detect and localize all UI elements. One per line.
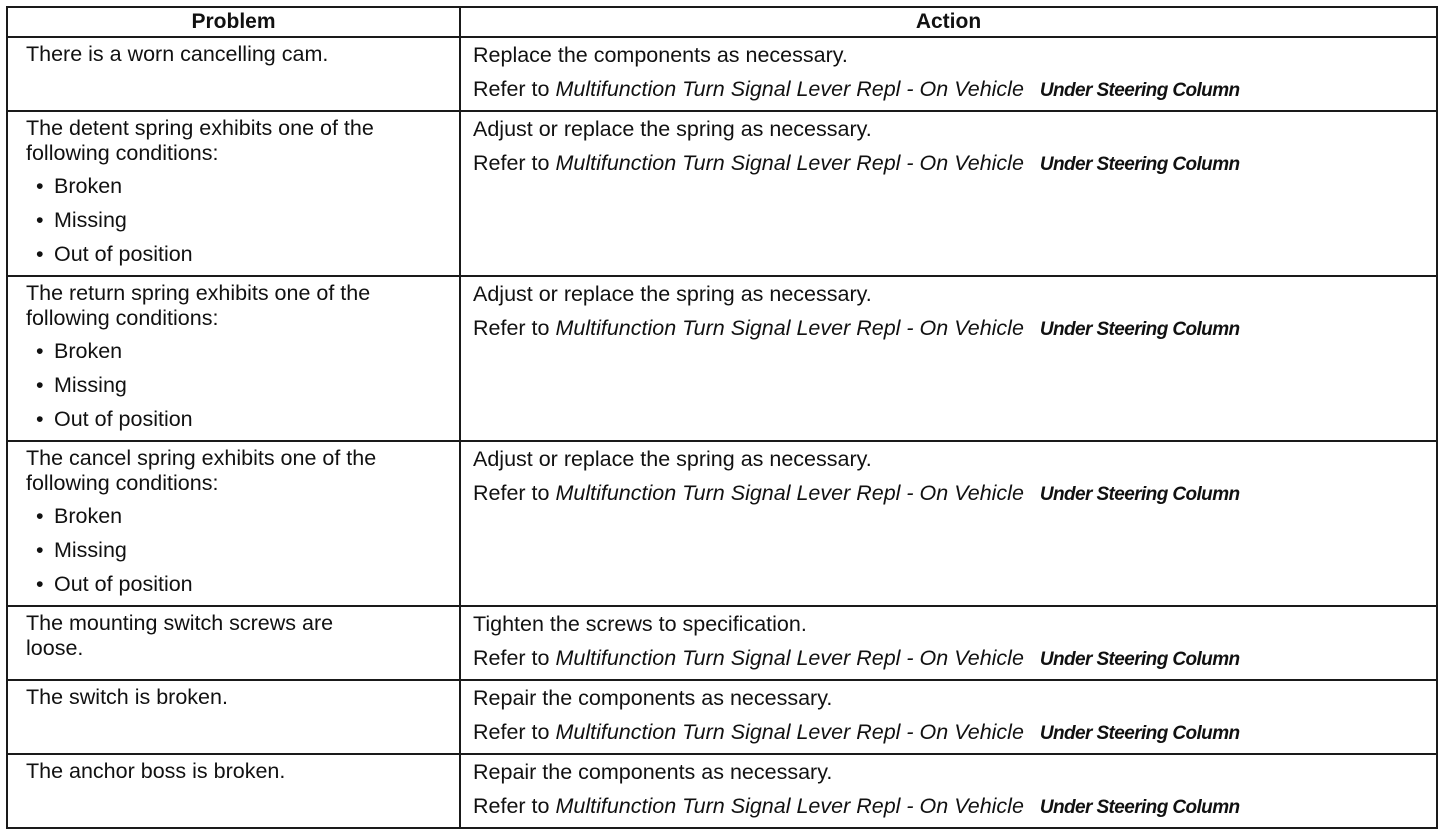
problem-cell: [7, 441, 460, 606]
action-cell: [460, 441, 1437, 606]
list-item: • Out of position: [36, 407, 193, 431]
reference-section: Under Steering Column: [1039, 154, 1240, 175]
bullet-icon: •: [36, 208, 44, 232]
problem-cell: [7, 606, 460, 680]
reference-line: [473, 315, 1426, 349]
header-row: [7, 7, 1437, 37]
problem-cell: [7, 276, 460, 441]
action-text: Adjust or replace the spring as necessary.: [473, 447, 872, 471]
condition-list: [26, 173, 449, 275]
reference-section: Under Steering Column: [1039, 649, 1240, 670]
reference-line: [473, 150, 1426, 184]
reference-link[interactable]: Multifunction Turn Signal Lever Repl - On Vehicle: [555, 151, 1024, 175]
list-item: • Missing: [36, 373, 127, 397]
problem-text: The anchor boss is broken.: [26, 759, 286, 783]
reference-link[interactable]: Multifunction Turn Signal Lever Repl - On Vehicle: [555, 794, 1024, 818]
action-cell: [460, 37, 1437, 111]
reference-section: Under Steering Column: [1039, 319, 1240, 340]
problem-text: The detent spring exhibits one of the following conditions:: [26, 116, 374, 165]
bullet-icon: •: [36, 174, 44, 198]
list-item: • Out of position: [36, 242, 193, 266]
list-item: • Missing: [36, 208, 127, 232]
table-row: [7, 276, 1437, 441]
problem-column-header: Problem: [7, 7, 460, 37]
refer-prefix: Refer to: [473, 794, 550, 818]
problem-text: The switch is broken.: [26, 685, 228, 709]
condition-list: [26, 338, 449, 440]
refer-prefix: Refer to: [473, 316, 550, 340]
action-cell: [460, 606, 1437, 680]
action-cell: [460, 754, 1437, 828]
reference-line: [473, 645, 1426, 679]
action-cell: [460, 276, 1437, 441]
reference-section: Under Steering Column: [1039, 80, 1240, 101]
reference-line: [473, 719, 1426, 753]
problem-cell: [7, 680, 460, 754]
problem-cell: [7, 111, 460, 276]
list-item: • Broken: [36, 339, 123, 363]
action-text: Adjust or replace the spring as necessary.: [473, 117, 872, 141]
problem-cell: [7, 37, 460, 111]
bullet-icon: •: [36, 538, 44, 562]
table-row: [7, 37, 1437, 111]
bullet-icon: •: [36, 339, 44, 363]
refer-prefix: Refer to: [473, 646, 550, 670]
diagnostic-table: [6, 6, 1438, 829]
table-row: [7, 606, 1437, 680]
reference-link[interactable]: Multifunction Turn Signal Lever Repl - On Vehicle: [555, 316, 1024, 340]
reference-link[interactable]: Multifunction Turn Signal Lever Repl - On Vehicle: [555, 646, 1024, 670]
reference-link[interactable]: Multifunction Turn Signal Lever Repl - On Vehicle: [555, 77, 1024, 101]
reference-link[interactable]: Multifunction Turn Signal Lever Repl - On Vehicle: [555, 481, 1024, 505]
table-row: [7, 441, 1437, 606]
list-item: • Broken: [36, 174, 123, 198]
refer-prefix: Refer to: [473, 720, 550, 744]
table-row: [7, 111, 1437, 276]
action-column-header: Action: [460, 7, 1437, 37]
refer-prefix: Refer to: [473, 77, 550, 101]
bullet-icon: •: [36, 407, 44, 431]
list-item: • Missing: [36, 538, 127, 562]
action-cell: [460, 111, 1437, 276]
list-item: • Broken: [36, 504, 123, 528]
action-text: Adjust or replace the spring as necessary.: [473, 282, 872, 306]
refer-prefix: Refer to: [473, 151, 550, 175]
reference-link[interactable]: Multifunction Turn Signal Lever Repl - On Vehicle: [555, 720, 1024, 744]
condition-list: [26, 503, 449, 605]
action-text: Replace the components as necessary.: [473, 43, 848, 67]
action-cell: [460, 680, 1437, 754]
reference-section: Under Steering Column: [1039, 723, 1240, 744]
table-row: [7, 680, 1437, 754]
bullet-icon: •: [36, 572, 44, 596]
problem-text: The mounting switch screws are loose.: [26, 611, 334, 660]
bullet-icon: •: [36, 373, 44, 397]
bullet-icon: •: [36, 504, 44, 528]
problem-text: The cancel spring exhibits one of the following conditions:: [26, 446, 377, 495]
action-text: Repair the components as necessary.: [473, 686, 833, 710]
refer-prefix: Refer to: [473, 481, 550, 505]
reference-section: Under Steering Column: [1039, 484, 1240, 505]
action-text: Tighten the screws to specification.: [473, 612, 807, 636]
reference-section: Under Steering Column: [1039, 797, 1240, 818]
action-text: Repair the components as necessary.: [473, 760, 833, 784]
table-row: [7, 754, 1437, 828]
list-item: • Out of position: [36, 572, 193, 596]
reference-line: [473, 480, 1426, 514]
problem-text: The return spring exhibits one of the following conditions:: [26, 281, 371, 330]
reference-line: [473, 76, 1426, 110]
bullet-icon: •: [36, 242, 44, 266]
problem-cell: [7, 754, 460, 828]
problem-text: There is a worn cancelling cam.: [26, 42, 329, 66]
